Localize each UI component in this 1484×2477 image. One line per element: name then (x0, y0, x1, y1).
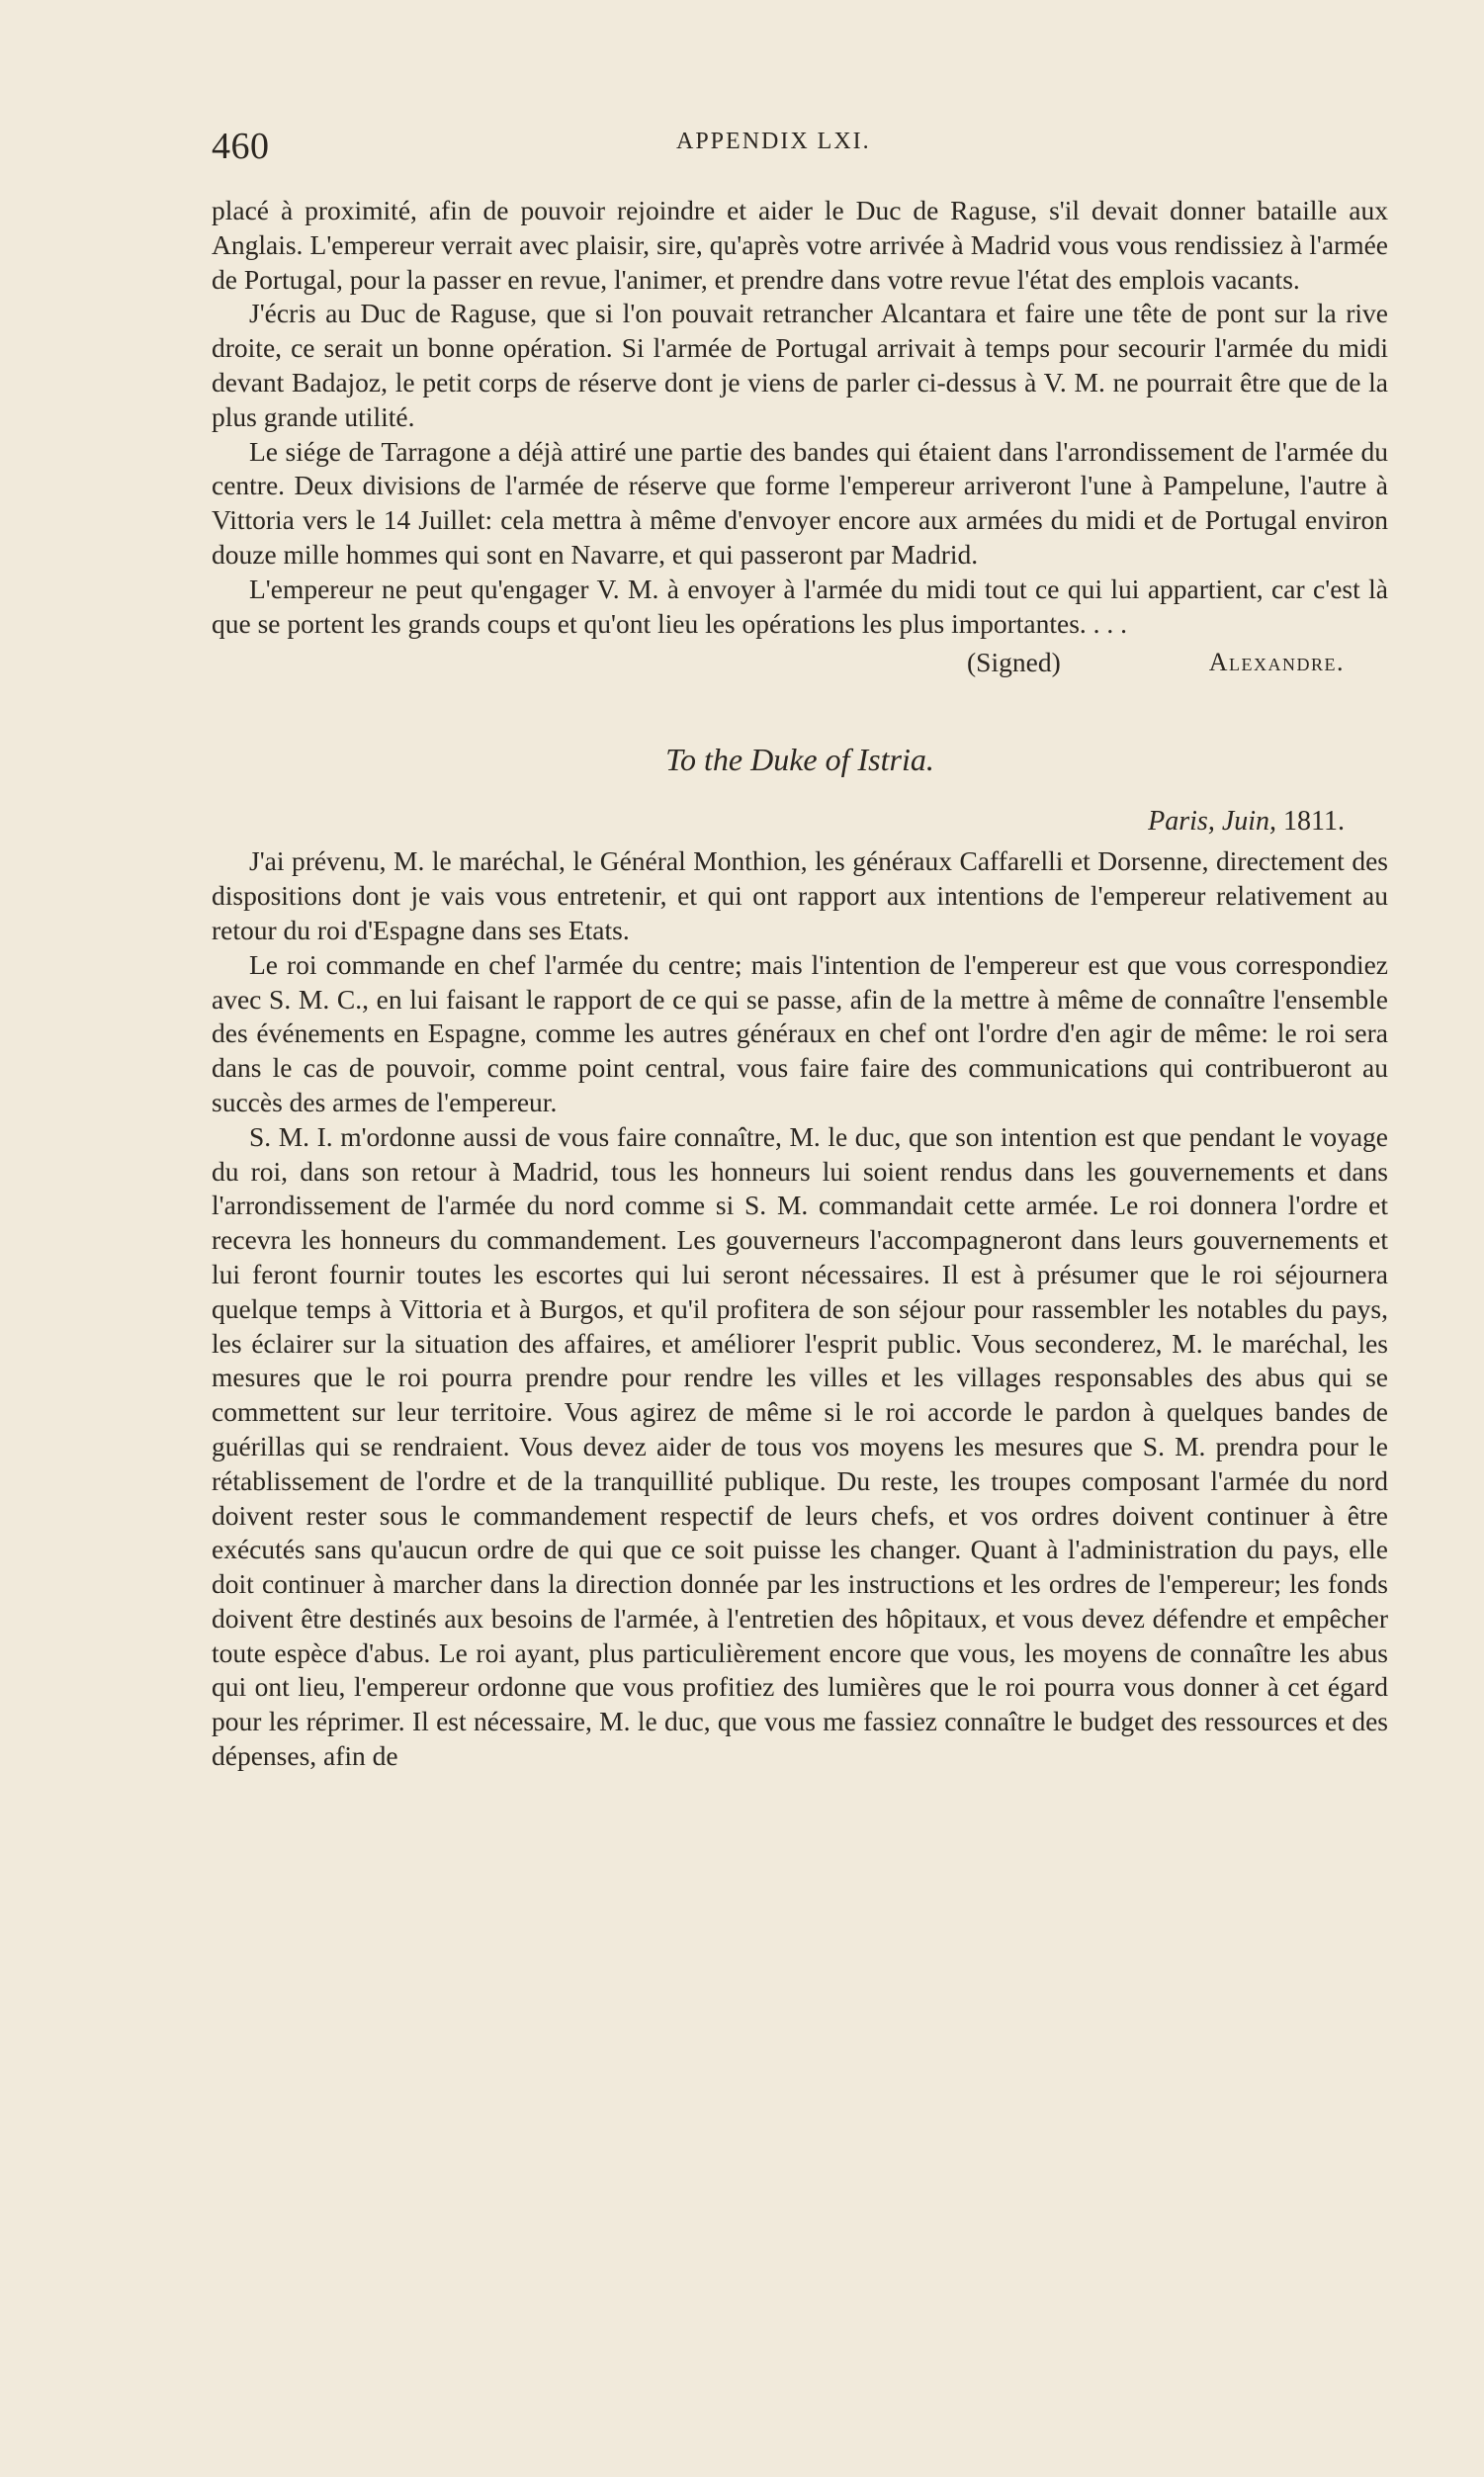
page-header (212, 125, 1388, 174)
running-head: APPENDIX LXI. (676, 129, 871, 154)
letter-title: To the Duke of Istria. (665, 742, 934, 778)
paragraph: L'empereur ne peut qu'engager V. M. à envoyer à l'armée du midi tout ce qui lui appartient, car c'est là que se portent les grands coups et qu'ont lieu les opérations les plus importantes. . . . (212, 573, 1388, 639)
date-place: Paris, Juin, (1148, 806, 1277, 838)
paragraph: Le roi commande en chef l'armée du centre; mais l'intention de l'empereur est que vous correspondiez avec S. M. C., en lui faisant le rapport de ce qui se passe, afin de la mettre à même de connaître l'ensemble des événements en Espagne, comme les autres généraux en chef ont l'ordre d'en agir de même: le roi sera dans le cas de pouvoir, comme point central, vous faire faire des communications qui contribueront au succès des armes de l'empereur. (212, 948, 1388, 1117)
signature-line (212, 643, 1388, 682)
page-number: 460 (212, 126, 270, 167)
paragraph: Le siége de Tarragone a déjà attiré une partie des bandes qui étaient dans l'arrondissement de l'armée du centre. Deux divisions de l'armée de réserve que forme l'empereur arriveront l'une à Pampelune, l'autre à Vittoria vers le 14 Juillet: cela mettra à même d'envoyer encore aux armées du midi et de Portugal environ douze mille hommes qui sont en Navarre, et qui passeront par Madrid. (212, 435, 1388, 570)
page-body (212, 194, 1388, 1774)
paragraph: J'ai prévenu, M. le maréchal, le Général Monthion, les généraux Caffarelli et Dorsenne, directement des dispositions dont je vais vous entretenir, et qui ont rapport aux intentions de l'empereur relativement au retour du roi d'Espagne dans ses Etats. (212, 845, 1388, 945)
paragraph: J'écris au Duc de Raguse, que si l'on pouvait retrancher Alcantara et faire une tête de pont sur la rive droite, ce serait un bonne opération. Si l'armée de Portugal arrivait à temps pour secourir l'armée du midi devant Badajoz, le petit corps de réserve dont je viens de parler ci-dessus à V. M. ne pourrait être que de la plus grande utilité. (212, 298, 1388, 432)
paragraph: placé à proximité, afin de pouvoir rejoindre et aider le Duc de Raguse, s'il devait donner bataille aux Anglais. L'empereur verrait avec plaisir, sire, qu'après votre arrivée à Madrid vous vous rendissiez à l'armée de Portugal, pour la passer en revue, l'animer, et prendre dans votre revue l'état des emplois vacants. (212, 195, 1388, 295)
signed-label: (Signed) (967, 647, 1061, 678)
letter-alexandre (212, 194, 1388, 682)
signer-name: Alexandre. (1208, 648, 1345, 677)
letter-duke-of-istria (212, 844, 1388, 1774)
paragraph: S. M. I. m'ordonne aussi de vous faire connaître, M. le duc, que son intention est que pendant le voyage du roi, dans son retour à Madrid, tous les honneurs lui soient rendus dans les gouvernements et dans l'arrondissement de l'armée du nord comme si S. M. commandait cette armée. Le roi donnera l'ordre et recevra les honneurs du commandement. Les gouverneurs l'accompagneront dans leurs gouvernements et lui feront fournir toutes les escortes qui lui seront nécessaires. Il est à présumer que le roi séjournera quelque temps à Vittoria et à Burgos, et qu'il profitera de son séjour pour rassembler les notables du pays, les éclairer sur la situation des affaires, et améliorer l'esprit public. Vous seconderez, M. le maréchal, les mesures que le roi pourra prendre pour rendre les villes et les villages responsables des abus qui se commettent sur leur territoire. Vous agirez de même si le roi accorde le pardon à quelques bandes de guérillas qui se rendraient. Vous devez aider de tous vos moyens les mesures que S. M. prendra pour le rétablissement de l'ordre et de la tranquillité publique. Du reste, les troupes composant l'armée du nord doivent rester sous le commandement respectif de leurs chefs, et vos ordres doivent continuer à être exécutés sans qu'aucun ordre de qui que ce soit puisse les changer. Quant à l'administration du pays, elle doit continuer à marcher dans la direction donnée par les instructions et les ordres de l'empereur; les fonds doivent être destinés aux besoins de l'armée, à l'entretien des hôpitaux, et vous devez défendre et empêcher toute espèce d'abus. Le roi ayant, plus particulièrement encore que vous, les moyens de connaître les abus qui ont lieu, l'empereur ordonne que vous profitiez des lumières que le roi pourra vous donner à cet égard pour les réprimer. Il est nécessaire, M. le duc, que vous me fassiez connaître le budget des ressources et des dépenses, afin de (212, 1120, 1388, 1772)
dateline (212, 799, 1388, 844)
date-year: 1811. (1283, 806, 1345, 838)
